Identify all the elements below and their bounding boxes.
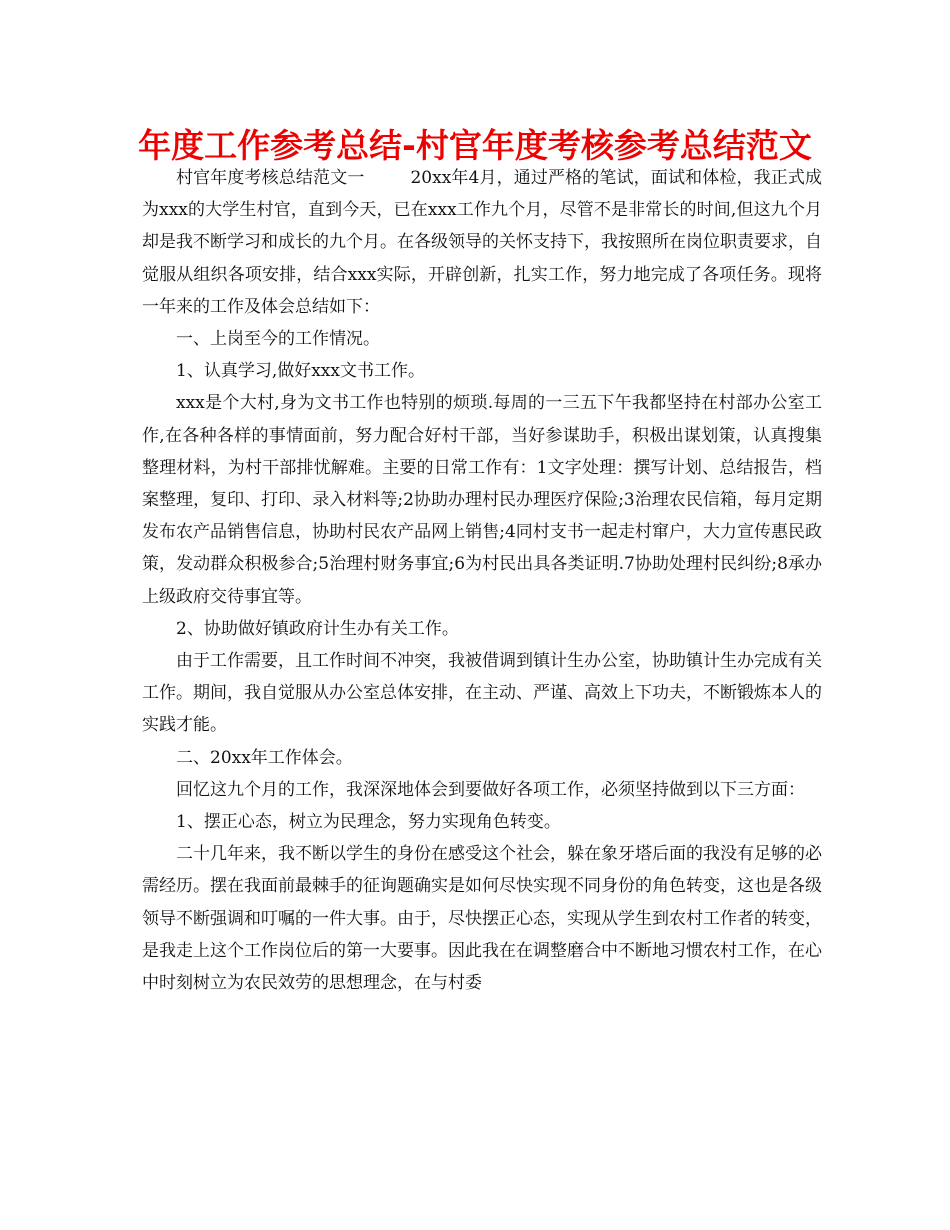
section-heading-1: 一、上岗至今的工作情况。 [176, 329, 380, 350]
paragraph-intro [142, 162, 822, 323]
intro-label: 村官年度考核总结范文一 [176, 168, 365, 188]
section-heading-2: 二、20xx年工作体会。 [176, 747, 353, 768]
paragraph-clerk-work: xxx是个大村,身为文书工作也特别的烦琐.每周的一三五下午我都坚持在村部办公室工作,在各种各样的事情面前，努力配合好村干部，当好参谋助手，积极出谋划策，认真搜集整理材料，为村干部排忧解难。主要的日常工作有：1文字处理：撰写计划、总结报告，档案整理，复印、打印、录入材料等;2协助办理村民办理医疗保险;3治理农民信箱，每月定期发布农产品销售信息，协助村民农产品网上销售;4同村支书一起走村窜户，大力宣传惠民政策，发动群众积极参合;5治理村财务事宜;6为村民出具各类证明.7协助处理村民纠纷;8承办上级政府交待事宜等。 [142, 393, 822, 607]
subsection-heading-1-1: 1、认真学习,做好xxx文书工作。 [176, 361, 425, 382]
paragraph-family-planning: 由于工作需要，且工作时间不冲突，我被借调到镇计生办公室，协助镇计生办完成有关工作。期间，我自觉服从办公室总体安排，在主动、严谨、高效上下功夫，不断锻炼本人的实践才能。 [142, 651, 822, 736]
document-body [142, 162, 822, 999]
paragraph-reflection: 回忆这九个月的工作，我深深地体会到要做好各项工作，必须坚持做到以下三方面： [176, 779, 805, 800]
subsection-heading-1-2: 2、协助做好镇政府计生办有关工作。 [176, 618, 459, 639]
document-title: 年度工作参考总结-村官年度考核参考总结范文 [138, 126, 812, 165]
intro-text: 20xx年4月，通过严格的笔试，面试和体检，我正式成为xxx的大学生村官，直到今天，已在xxx工作九个月，尽管不是非常长的时间,但这九个月却是我不断学习和成长的九个月。在各级领导的关怀支持下，我按照所在岗位职责要求，自觉服从组织各项安排，结合xxx实际，开辟创新，扎实工作，努力地完成了各项任务。现将一年来的工作及体会总结如下： [142, 168, 823, 317]
paragraph-role-change: 二十几年来，我不断以学生的身份在感受这个社会，躲在象牙塔后面的我没有足够的必需经历。摆在我面前最棘手的征询题确实是如何尽快实现不同身份的角色转变，这也是各级领导不断强调和叮嘱的一件大事。由于，尽快摆正心态，实现从学生到农村工作者的转变，是我走上这个工作岗位后的第一大要事。因此我在在调整磨合中不断地习惯农村工作，在心中时刻树立为农民效劳的思想理念，在与村委 [142, 844, 822, 994]
subsection-heading-2-1: 1、摆正心态，树立为民理念，努力实现角色转变。 [176, 812, 561, 833]
